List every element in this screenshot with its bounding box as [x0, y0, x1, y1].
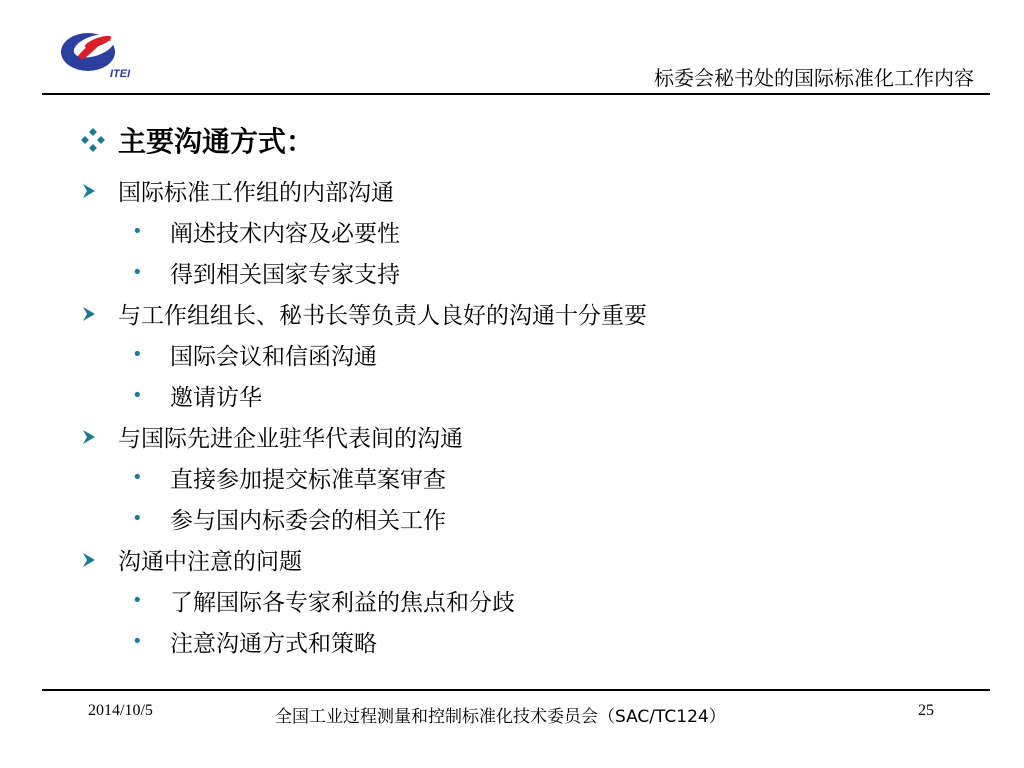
dot-bullet-icon: • — [132, 590, 143, 611]
list-item-level2 — [82, 580, 982, 621]
dot-bullet-icon: • — [132, 508, 143, 529]
list-item-level2 — [82, 211, 982, 252]
header-divider — [42, 93, 990, 95]
section-heading-text: 主要沟通方式： — [118, 125, 315, 158]
arrowhead-icon — [82, 429, 96, 445]
dot-bullet-icon: • — [132, 221, 143, 242]
dot-bullet-icon: • — [132, 385, 143, 406]
bullet-list — [82, 170, 982, 662]
list-item-text: 注意沟通方式和策略 — [170, 631, 377, 657]
footer-organization: 全国工业过程测量和控制标准化技术委员会（SAC/TC124） — [275, 707, 726, 727]
dot-bullet-icon: • — [132, 344, 143, 365]
arrowhead-icon — [82, 306, 96, 322]
list-item-text: 阐述技术内容及必要性 — [170, 221, 400, 247]
list-item-text: 邀请访华 — [170, 385, 262, 411]
list-item-level1 — [82, 170, 982, 211]
list-item-level2 — [82, 498, 982, 539]
list-item-level2 — [82, 252, 982, 293]
list-item-level2 — [82, 621, 982, 662]
dot-bullet-icon: • — [132, 631, 143, 652]
dot-bullet-icon: • — [132, 467, 143, 488]
arrowhead-icon — [82, 552, 96, 568]
list-item-text: 沟通中注意的问题 — [118, 549, 302, 575]
list-item-level2 — [82, 457, 982, 498]
itei-logo — [58, 30, 144, 80]
slide-header-title: 标委会秘书处的国际标准化工作内容 — [654, 66, 974, 90]
arrowhead-icon — [82, 183, 96, 199]
page-number: 25 — [918, 702, 934, 719]
footer-date: 2014/10/5 — [88, 702, 153, 719]
footer-divider — [42, 689, 990, 691]
list-item-text: 国际标准工作组的内部沟通 — [118, 180, 394, 206]
list-item-level2 — [82, 334, 982, 375]
list-item-level1 — [82, 293, 982, 334]
list-item-text: 参与国内标委会的相关工作 — [170, 508, 446, 534]
list-item-text: 直接参加提交标准草案审查 — [170, 467, 446, 493]
list-item-text: 国际会议和信函沟通 — [170, 344, 377, 370]
list-item-text: 得到相关国家专家支持 — [170, 262, 400, 288]
dot-bullet-icon: • — [132, 262, 143, 283]
section-heading — [80, 122, 314, 158]
list-item-level1 — [82, 539, 982, 580]
logo-text: ITEI — [110, 68, 131, 80]
list-item-text: 与国际先进企业驻华代表间的沟通 — [118, 426, 463, 452]
list-item-text: 了解国际各专家利益的焦点和分歧 — [170, 590, 515, 616]
list-item-level1 — [82, 416, 982, 457]
list-item-level2 — [82, 375, 982, 416]
four-diamond-icon — [80, 127, 106, 153]
list-item-text: 与工作组组长、秘书长等负责人良好的沟通十分重要 — [118, 303, 647, 329]
